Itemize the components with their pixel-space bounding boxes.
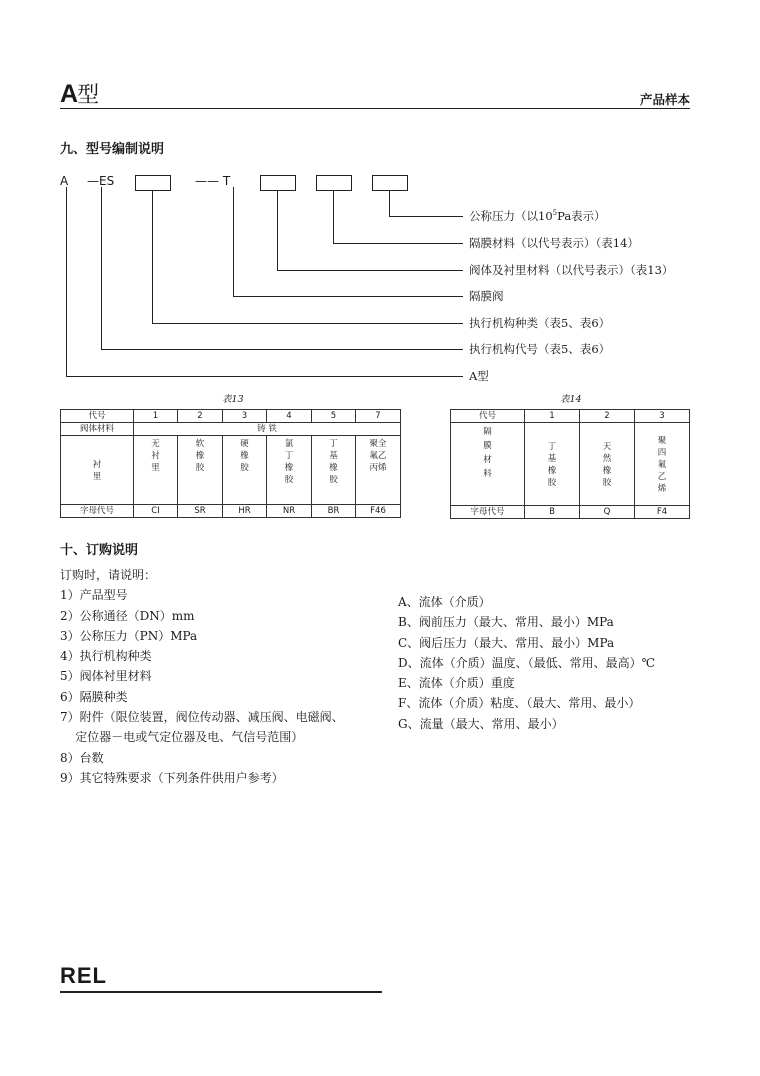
desc-diaphragm: 隔膜材料（以代号表示）（表14）: [469, 236, 639, 250]
table-cell: 阀体材料: [61, 423, 134, 436]
conditions-list: [398, 592, 655, 734]
footer-divider: [60, 991, 382, 993]
table-cell: CI: [134, 505, 178, 518]
code-box-pressure: [372, 175, 408, 191]
list-item: 订购时，请说明：: [60, 568, 157, 582]
list-item: 6）隔膜种类: [60, 689, 128, 704]
table-cell: 硬橡胶: [223, 436, 267, 505]
leader-h-diaphragm: [333, 243, 463, 244]
table14: [450, 409, 690, 519]
list-item: 8）台数: [60, 750, 104, 765]
table-row: [61, 410, 401, 423]
table-cell: 丁基橡胶: [312, 436, 356, 505]
leader-v-actuator-kind: [152, 191, 153, 323]
leader-h-body: [277, 270, 463, 271]
table-cell: SR: [178, 505, 223, 518]
table-cell: 5: [312, 410, 356, 423]
table-cell: 铸 铁: [134, 423, 401, 436]
table-cell: Q: [580, 506, 635, 519]
leader-v-pressure: [389, 191, 390, 217]
table-row: [61, 423, 401, 436]
table-cell: 代号: [451, 410, 525, 423]
leader-v-valve: [233, 187, 234, 297]
table-cell: 代号: [61, 410, 134, 423]
table-cell: HR: [223, 505, 267, 518]
list-item: A、流体（介质）: [398, 595, 491, 609]
table13: [60, 409, 401, 518]
list-item: G、流量（最大、常用、最小）: [398, 716, 564, 731]
desc-body: 阀体及衬里材料（以代号表示）（表13）: [469, 263, 674, 277]
table-cell: F4: [635, 506, 690, 519]
table-cell: 7: [356, 410, 401, 423]
table-cell: 2: [580, 410, 635, 423]
table-cell: 1: [525, 410, 580, 423]
leader-h-actuator-code: [101, 349, 463, 350]
table-row: [61, 436, 401, 505]
header-label: 产品样本: [639, 92, 690, 107]
desc-actuator-code: 执行机构代号（表5、表6）: [469, 342, 611, 356]
table-cell: BR: [312, 505, 356, 518]
desc-type: A型: [469, 369, 489, 383]
desc-valve: 隔膜阀: [469, 289, 504, 303]
leader-v-actuator-code: [101, 187, 102, 350]
title-cn: 型: [77, 83, 99, 108]
header-divider: [60, 108, 690, 109]
list-item: 7）附件（限位装置，阀位传动器、减压阀、电磁阀、: [60, 710, 344, 725]
list-item: E、流体（介质）重度: [398, 676, 515, 691]
section9-title: 九、型号编制说明: [60, 142, 165, 157]
table-cell: 3: [223, 410, 267, 423]
table-cell: 衬里: [61, 436, 134, 505]
list-item: F、流体（介质）粘度、（最大、常用、最小）: [398, 696, 641, 711]
table-cell: 4: [267, 410, 312, 423]
table-cell: 聚全氟乙丙烯: [356, 436, 401, 505]
leader-h-pressure: [389, 216, 463, 217]
leader-v-diaphragm: [333, 191, 334, 243]
table-cell: 无衬里: [134, 436, 178, 505]
leader-v-type: [66, 187, 67, 377]
table-cell: 氯丁橡胶: [267, 436, 312, 505]
list-item: 5）阀体衬里材料: [60, 669, 152, 684]
table-cell: 2: [178, 410, 223, 423]
desc-pressure: 公称压力（以$10^5Pa$表示）: [469, 209, 606, 223]
table13-caption: 表13: [222, 394, 244, 405]
table-cell: 软橡胶: [178, 436, 223, 505]
leader-v-body: [277, 191, 278, 270]
code-box-body: [260, 175, 296, 191]
code-box-diaphragm: [316, 175, 352, 191]
table-row: [451, 506, 690, 519]
table-cell: 聚四氟乙烯: [635, 423, 690, 506]
table-cell: 3: [635, 410, 690, 423]
table-cell: B: [525, 506, 580, 519]
code-es: —ES: [87, 174, 115, 188]
list-item: 9）其它特殊要求（下列条件供用户参考）: [60, 770, 284, 785]
leader-h-valve: [233, 296, 463, 297]
table14-caption: 表14: [560, 394, 582, 405]
table-row: [61, 505, 401, 518]
list-item: 1）产品型号: [60, 588, 128, 603]
list-item: D、流体（介质）温度、（最低、常用、最高）℃: [398, 655, 656, 670]
table-cell: 字母代号: [451, 506, 525, 519]
table-cell: F46: [356, 505, 401, 518]
list-item: C、阀后压力（最大、常用、最小）MPa: [398, 635, 615, 650]
table-cell: 丁基橡胶: [525, 423, 580, 506]
leader-h-type: [66, 376, 463, 377]
footer-brand: REL: [60, 963, 107, 988]
desc-actuator-kind: 执行机构种类（表5、表6）: [469, 316, 611, 330]
code-box-actuator: [135, 175, 171, 191]
title-letter: A: [60, 80, 78, 108]
list-item: 3）公称压力（PN）MPa: [60, 628, 198, 643]
code-t: —— T: [195, 174, 231, 188]
page-title: [60, 78, 98, 109]
order-list: [60, 565, 344, 788]
table-cell: 隔膜材料: [451, 423, 525, 506]
table-cell: 字母代号: [61, 505, 134, 518]
list-item: 2）公称通径（DN）mm: [60, 608, 195, 623]
table-row: [451, 410, 690, 423]
code-a: A: [60, 174, 69, 188]
table-cell: NR: [267, 505, 312, 518]
table-cell: 1: [134, 410, 178, 423]
leader-h-actuator-kind: [152, 323, 463, 324]
table-cell: 天然橡胶: [580, 423, 635, 506]
list-item: 4）执行机构种类: [60, 649, 152, 664]
list-item: B、阀前压力（最大、常用、最小）MPa: [398, 615, 614, 630]
section10-title: 十、订购说明: [60, 543, 139, 558]
table-row: [451, 423, 690, 506]
list-item: 定位器－电或气定位器及电、气信号范围）: [60, 730, 304, 745]
